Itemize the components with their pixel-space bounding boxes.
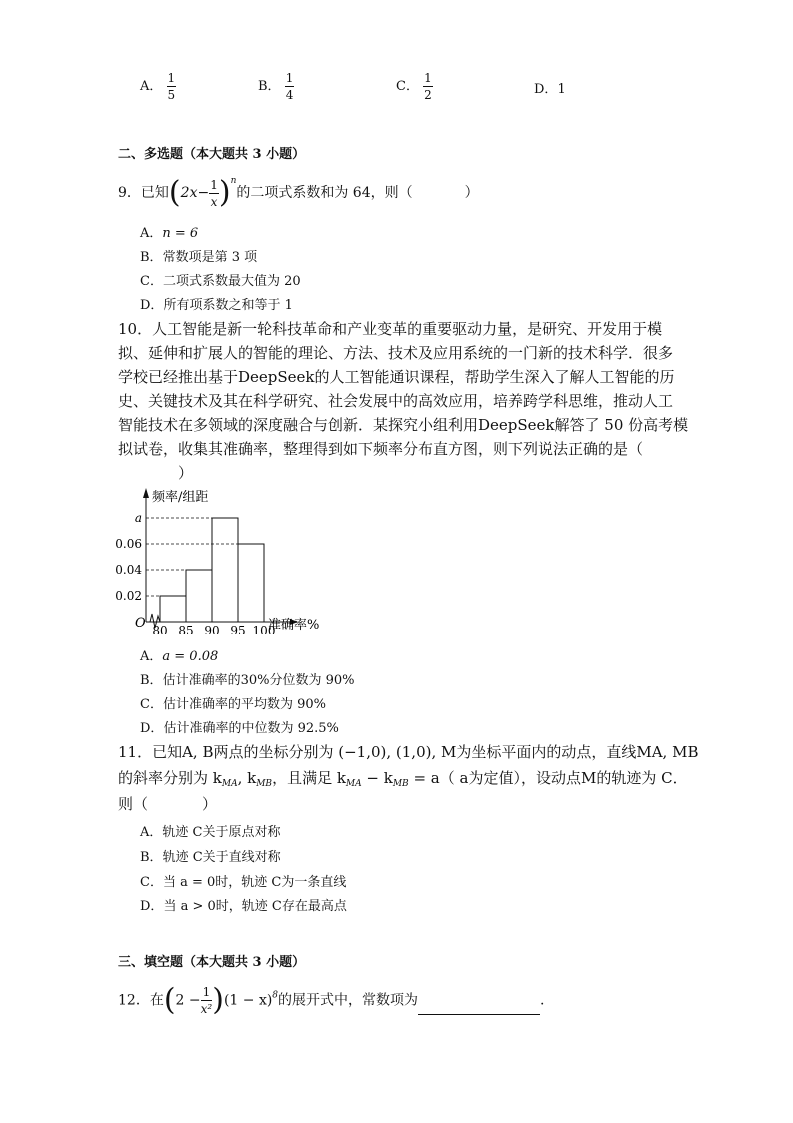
x-tick-label: 80	[152, 624, 168, 634]
q11-option-d: D．当 a > 0时，轨迹 C存在最高点	[140, 899, 347, 914]
fraction: $\frac{1}{2}$	[424, 71, 432, 102]
q8-option-b	[258, 72, 294, 101]
frequency-histogram	[110, 484, 350, 634]
q11-option-b: B．轨迹 C关于直线对称	[140, 850, 281, 865]
y-axis-label: 频率/组距	[152, 490, 209, 505]
question-10-line-2: 拟、延伸和扩展人的智能的理论、方法、技术及应用系统的一门新的技术科学．很多	[118, 344, 674, 362]
option-label: A．	[140, 79, 163, 94]
question-9-stem: 9．已知(2x− $\frac{1}{x}$ )$^n$的二项式系数和为 64，则（ ）	[118, 175, 479, 210]
y-tick-label: 0.04	[115, 563, 142, 577]
histogram-bar	[238, 544, 264, 622]
question-12-stem: 12．在(2 − $\frac{1}{\text{x²}}$ )$(1 - x)^8$的展开式中，常数项为 .	[118, 982, 545, 1018]
q10-option-c: C．估计准确率的平均数为 90%	[140, 697, 326, 712]
q11-option-c: C．当 a = 0时，轨迹 C为一条直线	[140, 875, 347, 890]
x-tick-label: 95	[230, 624, 246, 634]
q8-option-c	[396, 72, 433, 101]
origin-label: O	[135, 616, 146, 631]
y-tick-label: 0.02	[115, 589, 142, 603]
q8-option-d	[534, 78, 566, 97]
q9-option-a: A．n = 6	[140, 226, 199, 241]
question-10-line-3: 学校已经推出基于DeepSeek的人工智能通识课程，帮助学生深入了解人工智能的历	[118, 368, 675, 386]
x-axis-label: 准确率%	[268, 618, 320, 633]
option-label: B．	[258, 79, 281, 94]
question-11-line-1: 11．已知A, B两点的坐标分别为 (−1,0), (1,0), M为坐标平面内的动点，直线MA, MB	[118, 743, 699, 761]
option-label: C．	[396, 79, 419, 94]
section-title-fill-in: 三、填空题（本大题共 3 小题）	[118, 955, 306, 970]
section-title-multiple-choice: 二、多选题（本大题共 3 小题）	[118, 147, 306, 162]
question-10-line-5: 智能技术在多领域的深度融合与创新．某探究小组利用DeepSeek解答了 50 份高考模	[118, 416, 689, 434]
histogram-bar	[186, 570, 212, 622]
histogram-bar	[160, 596, 186, 622]
q10-option-b: B．估计准确率的30%分位数为 90%	[140, 673, 355, 688]
q8-option-a	[140, 72, 176, 101]
fraction: $\frac{1}{5}$	[167, 71, 176, 102]
option-value: 1	[557, 82, 566, 97]
y-tick-label: 0.06	[115, 537, 142, 551]
question-11-line-2: 的斜率分别为 $k_{MA}$, $k_{MB}$，且满足 $k_{MA} - k_{MB} = a$（ a为定值），设动点M的轨迹为 C．	[118, 769, 688, 789]
fraction: $\frac{1}{4}$	[285, 71, 294, 102]
histogram-bars	[160, 518, 264, 622]
question-10-line-1: 10．人工智能是新一轮科技革命和产业变革的重要驱动力量，是研究、开发用于模	[118, 320, 663, 338]
y-tick-labels	[115, 511, 142, 603]
fraction: $\frac{1}{x}$	[210, 177, 218, 209]
q10-option-a: A．a = 0.08	[140, 649, 219, 664]
y-tick-label: a	[134, 511, 142, 525]
question-10-close-paren: ）	[178, 464, 194, 482]
question-10-line-4: 史、关键技术及其在科学研究、社会发展中的高效应用，培养跨学科思维，推动人工	[118, 392, 674, 410]
q9-option-d: D．所有项系数之和等于 1	[140, 298, 293, 313]
histogram-dashed-guides	[146, 518, 238, 596]
x-tick-label: 100	[252, 624, 276, 634]
q9-option-c: C．二项式系数最大值为 20	[140, 274, 301, 289]
histogram-bar	[212, 518, 238, 622]
q11-option-a: A．轨迹 C关于原点对称	[140, 825, 281, 840]
q9-option-b: B．常数项是第 3 项	[140, 250, 258, 265]
answer-blank[interactable]	[418, 1000, 540, 1015]
question-11-line-3: 则（ ）	[118, 795, 218, 813]
x-tick-label: 90	[204, 624, 220, 634]
fraction: $\frac{1}{\text{x²}}$	[200, 985, 213, 1016]
q10-option-d: D．估计准确率的中位数为 92.5%	[140, 721, 339, 736]
x-tick-label: 85	[178, 624, 194, 634]
y-axis-arrow-icon	[143, 488, 149, 498]
option-label: D．	[534, 82, 558, 97]
x-tick-labels	[152, 624, 275, 634]
question-10-line-6: 拟试卷，收集其准确率，整理得到如下频率分布直方图，则下列说法正确的是（	[118, 440, 644, 458]
